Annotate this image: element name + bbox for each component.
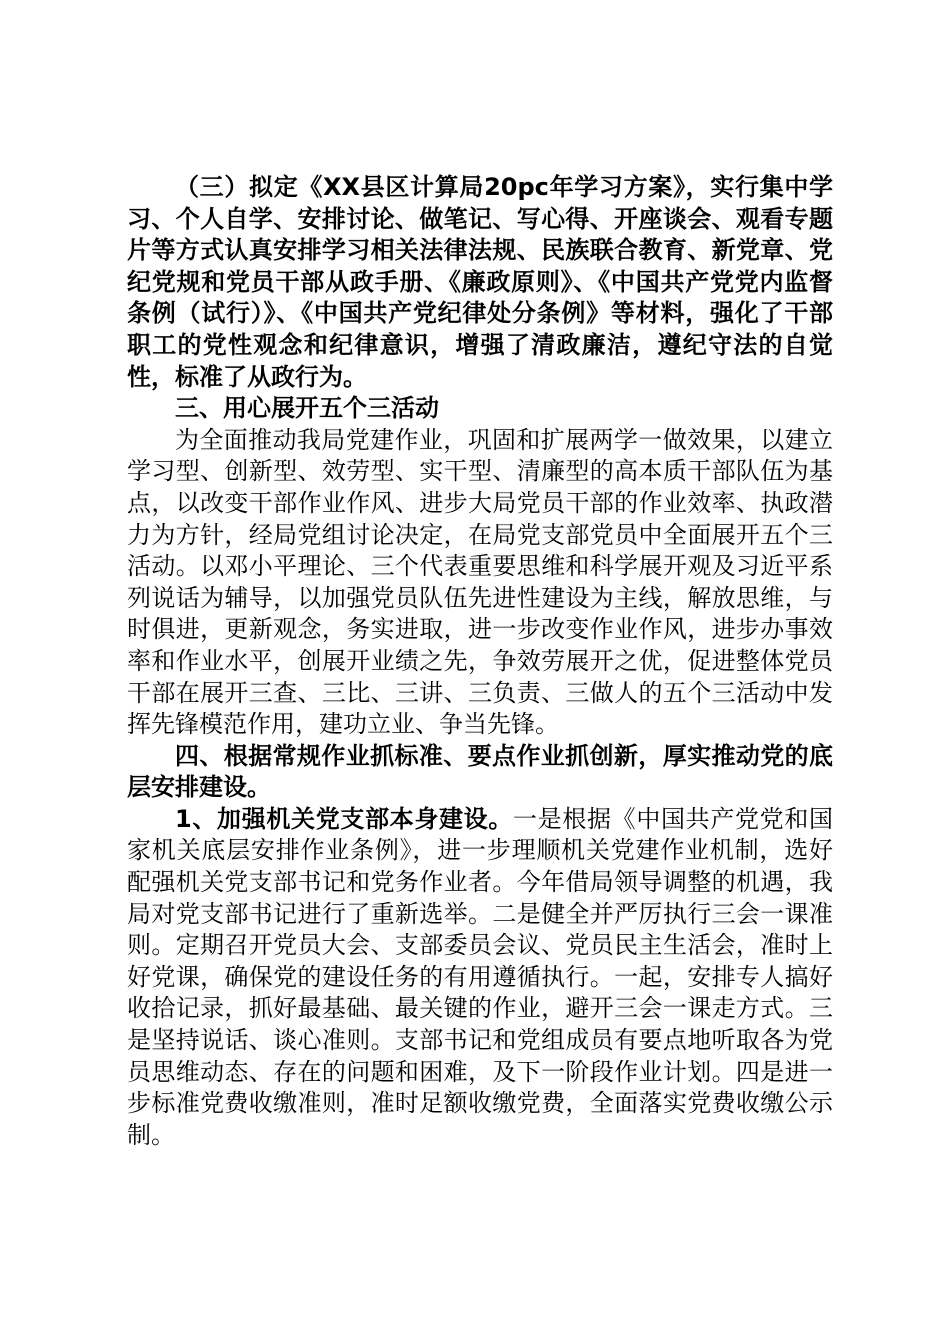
paragraph-branch-building	[127, 804, 833, 1152]
paragraph-body: 一是根据《中国共产党党和国家机关底层安排作业条例》，进一步理顺机关党建作业机制，选好配强机关党支部书记和党务作业者。今年借局领导调整的机遇，我局对党支部书记进行了重新选举。二是健全并严厉执行三会一课准则。定期召开党员大会、支部委员会议、党员民主生活会，准时上好党课，确保党的建设任务的有用遵循执行。一起，安排专人搞好收拾记录，抓好最基础、最关键的作业，避开三会一课走方式。三是坚持说话、谈心准则。支部书记和党组成员有要点地听取各为党员思维动态、存在的问题和困难，及下一阶段作业计划。四是进一步标准党费收缴准则，准时足额收缴党费，全面落实党费收缴公示制。	[127, 804, 833, 1149]
section-heading-three: 三、用心展开五个三活动	[175, 394, 439, 423]
paragraph-learning-plan: （三）拟定《XX县区计算局20pc年学习方案》，实行集中学习、个人自学、安排讨论、做笔记、写心得、开座谈会、观看专题片等方式认真安排学习相关法律法规、民族联合教育、新党章、党纪党规和党员干部从政手册、《廉政原则》、《中国共产党党内监督条例（试行）》、《中国共产党纪律处分条例》等材料，强化了干部职工的党性观念和纪律意识，增强了清政廉洁，遵纪守法的自觉性，标准了从政行为。	[127, 173, 833, 391]
section-heading-four: 四、根据常规作业抓标准、要点作业抓创新，厚实推动党的底层安排建设。	[127, 741, 833, 802]
paragraph-lead: 1、加强机关党支部本身建设。	[175, 804, 514, 833]
document-body	[127, 172, 833, 1151]
paragraph-five-three-activities: 为全面推动我局党建作业，巩固和扩展两学一做效果，以建立学习型、创新型、效劳型、实干型、清廉型的高本质干部队伍为基点，以改变干部作业作风、进步大局党员干部的作业效率、执政潜力为方针，经局党组讨论决定，在局党支部党员中全面展开五个三活动。以邓小平理论、三个代表重要思维和科学展开观及习近平系列说话为辅导，以加强党员队伍先进性建设为主线，解放思维，与时俱进，更新观念，务实进取，进一步改变作业作风，进步办事效率和作业水平，创展开业绩之先，争效劳展开之优，促进整体党员干部在展开三查、三比、三讲、三负责、三做人的五个三活动中发挥先锋模范作用，建功立业、争当先锋。	[127, 425, 833, 739]
